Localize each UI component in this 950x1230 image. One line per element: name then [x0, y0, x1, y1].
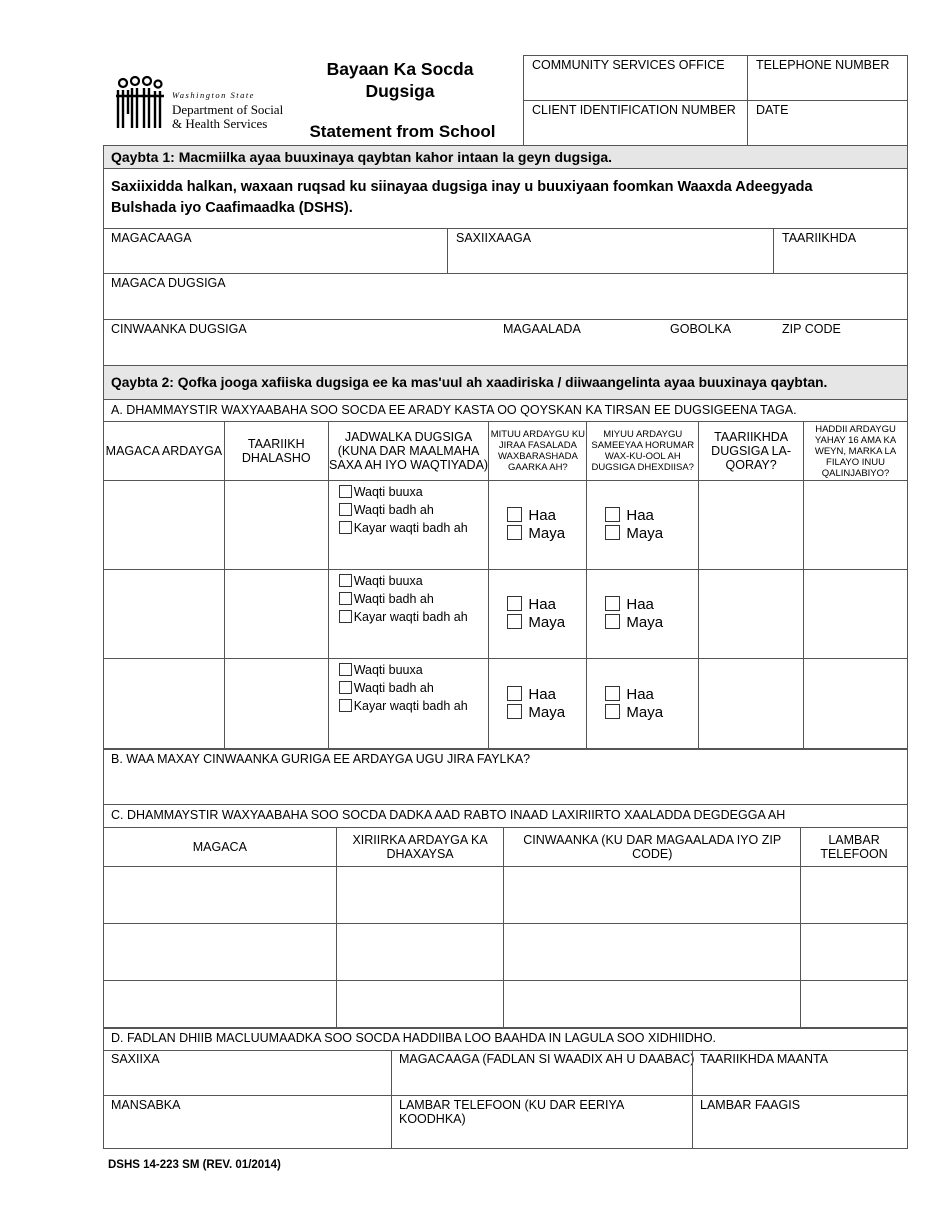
special-ed-cell: [489, 659, 587, 750]
relationship-cell[interactable]: [336, 867, 504, 924]
checkbox-icon: [507, 704, 522, 719]
checkbox-icon: [339, 663, 352, 676]
graduation-cell[interactable]: [804, 481, 908, 570]
client-signature-label: SAXIIXAAGA: [456, 231, 532, 245]
birth-date-cell[interactable]: [224, 481, 328, 570]
checkbox-icon: [507, 596, 522, 611]
family-figures-icon: [114, 74, 166, 130]
section1-title: Qaybta 1: Macmiilka ayaa buuxinaya qaybtan kahor intaan la geyn dugsiga.: [111, 149, 613, 165]
checkbox-icon: [339, 485, 352, 498]
col-special-education: MITUU ARDAYGU KU JIRAA FASALADA WAXBARASHADA GAARKA AH?: [489, 422, 587, 481]
progress-cell: [587, 659, 699, 750]
checkbox-icon: [605, 614, 620, 629]
contact-phone-cell[interactable]: [801, 867, 908, 924]
student-table: [103, 421, 908, 750]
school-city-label: MAGAALADA: [503, 322, 581, 336]
table-row: [104, 981, 908, 1029]
school-state-label: GOBOLKA: [670, 322, 732, 336]
table-row: [104, 570, 908, 659]
school-zip-label: ZIP CODE: [782, 322, 841, 336]
col-contact-address: CINWAANKA (KU DAR MAGAALADA IYO ZIP CODE): [504, 828, 801, 867]
schedule-option[interactable]: Kayar waqti badh ah: [339, 697, 489, 715]
table-row: [104, 659, 908, 750]
table-row: [104, 924, 908, 981]
office-label: COMMUNITY SERVICES OFFICE: [532, 58, 725, 72]
student-name-cell[interactable]: [104, 659, 225, 750]
special-ed-cell: [489, 481, 587, 570]
school-address-label: CINWAANKA DUGSIGA: [111, 322, 247, 336]
schedule-option[interactable]: Waqti buuxa: [339, 661, 489, 679]
official-name-label: MAGACAAGA (FADLAN SI WAADIX AH U DAABAC): [399, 1052, 695, 1066]
birth-date-cell[interactable]: [224, 659, 328, 750]
client-date-label: TAARIIKHDA: [782, 231, 857, 245]
enrollment-date-cell[interactable]: [699, 481, 804, 570]
schedule-option[interactable]: Waqti badh ah: [339, 590, 489, 608]
col-contact-phone: LAMBAR TELEFOON: [801, 828, 908, 867]
table-row: [104, 481, 908, 570]
checkbox-icon: [507, 686, 522, 701]
partC-instruction: C. DHAMMAYSTIR WAXYAABAHA SOO SOCDA DADKA AAD RABTO INAAD LAXIRIIRTO XAALADDA DEGDEGGA AH: [111, 808, 786, 822]
col-relationship: XIRIIRKA ARDAYGA KA DHAXAYSA: [336, 828, 504, 867]
checkbox-icon: [605, 704, 620, 719]
schedule-cell: [328, 659, 489, 750]
telephone-label: TELEPHONE NUMBER: [756, 58, 890, 72]
contact-name-cell[interactable]: [104, 867, 337, 924]
schedule-option[interactable]: Kayar waqti badh ah: [339, 608, 489, 626]
enrollment-date-cell[interactable]: [699, 570, 804, 659]
date-label: DATE: [756, 103, 789, 117]
col-satisfactory-progress: MIYUU ARDAYGU SAMEEYAA HORUMAR WAX-KU-OOL AH DUGSIGA DHEXDIISA?: [587, 422, 699, 481]
graduation-cell[interactable]: [804, 570, 908, 659]
student-name-cell[interactable]: [104, 481, 225, 570]
checkbox-icon: [605, 507, 620, 522]
partD-instruction: D. FADLAN DHIIB MACLUUMAADKA SOO SOCDA HADDIIBA LOO BAAHDA IN LAGULA SOO XIDHIIDHO.: [111, 1031, 717, 1045]
emergency-contacts-table: [103, 827, 908, 1029]
checkbox-icon: [605, 686, 620, 701]
checkbox-icon: [605, 596, 620, 611]
agency-state-line: Washington State: [172, 90, 255, 100]
no-option[interactable]: Maya: [507, 614, 586, 632]
no-option[interactable]: Maya: [507, 704, 586, 722]
enrollment-date-cell[interactable]: [699, 659, 804, 750]
contact-phone-cell[interactable]: [801, 924, 908, 981]
yes-option[interactable]: Haa: [507, 596, 586, 614]
form-number: DSHS 14-223 SM (REV. 01/2014): [108, 1159, 281, 1171]
checkbox-icon: [507, 525, 522, 540]
checkbox-icon: [339, 610, 352, 623]
contact-address-cell[interactable]: [504, 867, 801, 924]
checkbox-icon: [339, 681, 352, 694]
checkbox-icon: [507, 614, 522, 629]
col-student-name: MAGACA ARDAYGA: [104, 422, 225, 481]
contact-name-cell[interactable]: [104, 924, 337, 981]
no-option[interactable]: Maya: [605, 614, 698, 632]
table-row: [104, 867, 908, 924]
agency-name-line: Department of Social: [172, 102, 284, 117]
contact-address-cell[interactable]: [504, 981, 801, 1029]
schedule-cell: [328, 481, 489, 570]
official-title-label: MANSABKA: [111, 1098, 181, 1112]
col-expected-graduation: HADDII ARDAYGU YAHAY 16 AMA KA WEYN, MARKA LA FILAYO INUU QALINJABIYO?: [804, 422, 908, 481]
client-id-label: CLIENT IDENTIFICATION NUMBER: [532, 103, 736, 117]
section1-instructions: Saxiixidda halkan, waxaan ruqsad ku siinayaa dugsiga inay u buuxiyaan foomkan Waaxda Adeegyada Bulshada iyo Caafimaadka (DSHS).: [111, 179, 813, 216]
official-phone-label: LAMBAR TELEFOON (KU DAR EERIYA KOODHKA): [399, 1098, 624, 1126]
col-contact-name: MAGACA: [104, 828, 337, 867]
special-ed-cell: [489, 570, 587, 659]
contact-phone-cell[interactable]: [801, 981, 908, 1029]
checkbox-icon: [339, 503, 352, 516]
checkbox-icon: [339, 521, 352, 534]
partB-instruction: B. WAA MAXAY CINWAANKA GURIGA EE ARDAYGA UGU JIRA FAYLKA?: [111, 752, 531, 766]
progress-cell: [587, 481, 699, 570]
birth-date-cell[interactable]: [224, 570, 328, 659]
form-title-somali: Bayaan Ka Socda Dugsiga: [326, 59, 474, 101]
contact-name-cell[interactable]: [104, 981, 337, 1029]
yes-option[interactable]: Haa: [507, 686, 586, 704]
checkbox-icon: [605, 525, 620, 540]
official-signature-label: SAXIIXA: [111, 1052, 160, 1066]
relationship-cell[interactable]: [336, 981, 504, 1029]
schedule-cell: [328, 570, 489, 659]
graduation-cell[interactable]: [804, 659, 908, 750]
checkbox-icon: [339, 574, 352, 587]
form-title-english: Statement from School: [309, 122, 496, 141]
client-name-label: MAGACAAGA: [111, 231, 192, 245]
checkbox-icon: [339, 592, 352, 605]
today-date-label: TAARIIKHDA MAANTA: [700, 1052, 829, 1066]
progress-cell: [587, 570, 699, 659]
no-option[interactable]: Maya: [605, 525, 698, 543]
yes-option[interactable]: Haa: [605, 507, 698, 525]
schedule-option[interactable]: Waqti badh ah: [339, 501, 489, 519]
no-option[interactable]: Maya: [507, 525, 586, 543]
col-school-schedule: JADWALKA DUGSIGA (KUNA DAR MAALMAHA SAXA AH IYO WAQTIYADA): [328, 422, 489, 481]
partA-instruction: A. DHAMMAYSTIR WAXYAABAHA SOO SOCDA EE ARADY KASTA OO QOYSKAN KA TIRSAN EE DUGSIGEENA TAGA.: [111, 403, 797, 417]
col-enrollment-date: TAARIIKHDA DUGSIGA LA-QORAY?: [699, 422, 804, 481]
no-option[interactable]: Maya: [605, 704, 698, 722]
checkbox-icon: [339, 699, 352, 712]
col-birth-date: TAARIIKH DHALASHO: [224, 422, 328, 481]
schedule-option[interactable]: Kayar waqti badh ah: [339, 519, 489, 537]
schedule-option[interactable]: Waqti badh ah: [339, 679, 489, 697]
official-fax-label: LAMBAR FAAGIS: [700, 1098, 801, 1112]
schedule-option[interactable]: Waqti buuxa: [339, 483, 489, 501]
section2-title: Qaybta 2: Qofka jooga xafiiska dugsiga ee ka mas'uul ah xaadiriska / diiwaangelinta ayaa buuxinaya qaybtan.: [111, 375, 828, 390]
agency-name-line-2: & Health Services: [172, 116, 268, 131]
school-name-label: MAGACA DUGSIGA: [111, 276, 226, 290]
relationship-cell[interactable]: [336, 924, 504, 981]
yes-option[interactable]: Haa: [605, 686, 698, 704]
checkbox-icon: [507, 507, 522, 522]
yes-option[interactable]: Haa: [605, 596, 698, 614]
yes-option[interactable]: Haa: [507, 507, 586, 525]
student-name-cell[interactable]: [104, 570, 225, 659]
contact-address-cell[interactable]: [504, 924, 801, 981]
dshs-logo: [114, 74, 284, 134]
schedule-option[interactable]: Waqti buuxa: [339, 572, 489, 590]
